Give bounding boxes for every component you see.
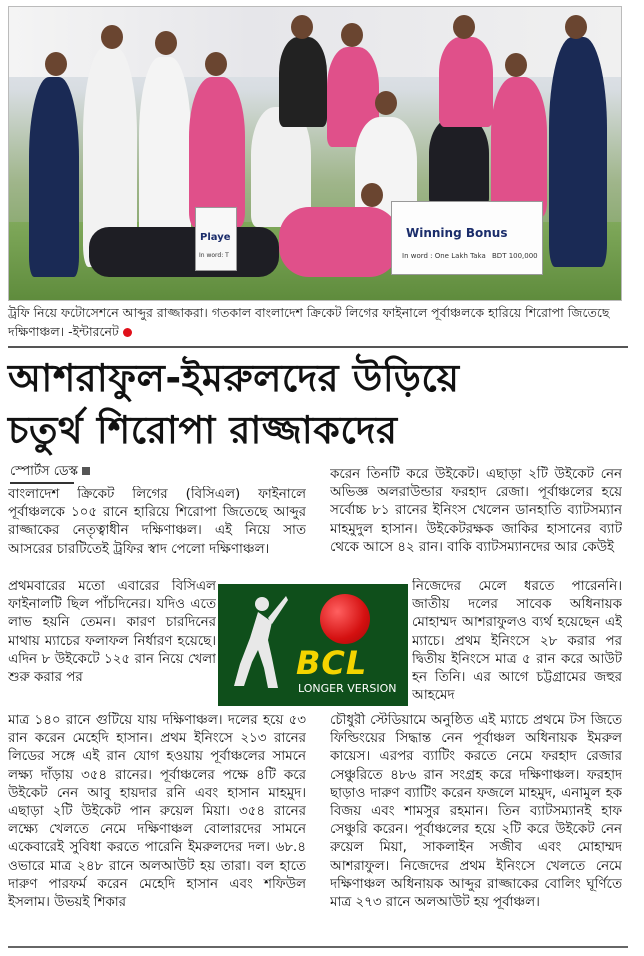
divider — [8, 346, 628, 348]
article-right-mid: নিজেদের মেলে ধরতে পারেননি। জাতীয় দলের সাবেক অধিনায়ক মোহাম্মদ আশরাফুলও ব্যর্থ হয়েছেন এই ম্যাচে। প্রথম ইনিংসে ২৮ করার পর দ্বিতীয় ইনিংসে মাত্র ৫ রান করে আউট হন তিনি। এর আগে চট্টগ্রামের জহুর আহমেদ — [412, 579, 622, 704]
player-head — [565, 15, 587, 39]
bcl-logo-subtitle: LONGER VERSION — [298, 682, 397, 695]
player-head — [361, 183, 383, 207]
headline-line-2: চতুর্থ শিরোপা রাজ্জাকদের — [8, 408, 398, 452]
square-bullet-icon — [82, 467, 90, 475]
player-figure — [279, 207, 399, 277]
bcl-logo-text: BCL — [296, 644, 368, 682]
byline — [10, 462, 90, 483]
player-figure — [429, 117, 489, 207]
player-figure — [89, 227, 279, 277]
player-cheque-title: Playe — [200, 232, 231, 243]
player-cheque-words: In word: T — [199, 252, 229, 259]
article-left-top: বাংলাদেশ ক্রিকেট লিগের (বিসিএল) ফাইনালে পূর্বাঞ্চলকে ১০৫ রানে হারিয়ে শিরোপা জিতেছে আব্দুর রাজ্জাকের নেতৃত্বাধীন দক্ষিণাঞ্চল। এই নিয়ে সাত আসরের চারটিতেই ট্রফির স্বাদ পেলো দক্ষিণাঞ্চল। — [8, 487, 306, 557]
red-dot-icon — [123, 328, 132, 337]
player-cheque-board — [195, 207, 237, 271]
player-figure — [439, 37, 493, 127]
winning-bonus-cheque — [391, 201, 543, 275]
player-head — [45, 52, 67, 76]
player-head — [341, 23, 363, 47]
player-figure — [189, 77, 245, 227]
team-photo — [8, 6, 622, 301]
byline-text: স্পোর্টস ডেস্ক — [10, 464, 78, 479]
headline-line-1: আশরাফুল-ইমরুলদের উড়িয়ে — [8, 356, 460, 400]
article-right-top: করেন তিনটি করে উইকেট। এছাড়া ২টি উইকেট নেন অভিজ্ঞ অলরাউন্ডার ফরহাদ রেজা। পূর্বাঞ্চলের হয়ে সর্বোচ্চ ৮১ রানের ইনিংস খেলেন ডানহাতি ব্যাটসম্যান মাহমুদুল হাসান। উইকেটরক্ষক জাকির হাসানের ব্যাট থেকে আসে ৪২ রান। বাকি ব্যাটসম্যানদের আর কেউই — [330, 467, 622, 555]
player-head — [205, 52, 227, 76]
article-left-bottom: মাত্র ১৪০ রানে গুটিয়ে যায় দক্ষিণাঞ্চল। দলের হয়ে ৫৩ রান করেন মেহেদি হাসান। প্রথম ইনিংসে ২১৩ রানের লিডের সঙ্গে এই রান যোগ হওয়ায় পূর্বাঞ্চলের সামনে লক্ষ্য দাঁড়ায় ৩৫৪ রানের। পূর্বাঞ্চলের পক্ষে ৪টি করে উইকেট নেন আবু হায়দার রনি এবং হাসান মাহমুদ। এছাড়া ২টি উইকেট পান রুয়েল মিয়া। ৩৫৪ রানের লক্ষ্যে খেলতে নেমে দক্ষিণাঞ্চল বোলারদের সামনে একেবারেই সুবিধা করতে পারেনি ইমরুলদের দল। ৬৮.৪ ওভারে মাত্র ২৪৮ রানে অলআউট হয় তারা। বল হাতে দারুণ পারফর্ম করেন মেহেদি হাসান এবং শফিউল ইসলাম। উভয়ই শিকার — [8, 713, 306, 911]
player-figure — [279, 37, 327, 127]
byline-underline — [10, 482, 74, 484]
caption-text: ট্রফি নিয়ে ফটোসেশনে আব্দুর রাজ্জাকরা। গতকাল বাংলাদেশ ক্রিকেট লিগের ফাইনালে পূর্বাঞ্চলকে হারিয়ে শিরোপা জিতেছে দক্ষিণাঞ্চল। -ইন্টারনেট — [8, 305, 610, 339]
player-head — [101, 25, 123, 49]
player-head — [505, 53, 527, 77]
player-head — [291, 15, 313, 39]
batsman-icon — [228, 594, 288, 690]
cheque-title: Winning Bonus — [406, 226, 508, 240]
bcl-logo — [218, 584, 408, 706]
player-figure — [491, 77, 547, 217]
photo-caption — [8, 303, 628, 341]
player-head — [155, 31, 177, 55]
article-left-wrap: প্রথমবারের মতো এবারের বিসিএল ফাইনালটি ছিল পাঁচদিনের। যদিও এতে লাভ হয়নি তেমন। কারণ চারদিনের মাথায় ম্যাচের ফলাফল নির্ধারণ হয়েছে। এদিন ৮ উইকেটে ১২৫ রান নিয়ে খেলা শুরু করার পর — [8, 579, 216, 686]
player-head — [375, 91, 397, 115]
player-head — [453, 15, 475, 39]
cheque-amount: BDT 100,000 — [492, 252, 538, 260]
bottom-divider — [8, 946, 628, 948]
player-figure — [549, 37, 607, 267]
cheque-words: In word : One Lakh Taka — [402, 252, 486, 260]
headline — [8, 352, 628, 456]
cricket-ball-icon — [320, 594, 370, 644]
article-right-bottom: চৌধুরী স্টেডিয়ামে অনুষ্ঠিত এই ম্যাচে প্রথমে টস জিতে ফিল্ডিংয়ের সিদ্ধান্ত নেন পূর্বাঞ্চল অধিনায়ক ইমরুল কায়েস। এরপর ব্যাটিং করতে নেমে ফরহাদ রেজার সেঞ্চুরিতে ৪৮৬ রান সংগ্রহ করে দক্ষিণাঞ্চল। ফরহাদ ছাড়াও দারুণ ব্যাটিং করেন ফজলে মাহমুদ, এনামুল হক বিজয় এবং শামসুর রহমান। তিন ব্যাটসম্যানই হাফ সেঞ্চুরি করেন। পূর্বাঞ্চলের হয়ে ২টি করে উইকেট নেন রুয়েল মিয়া, সাকলাইন সজীব এবং মোহাম্মদ আশরাফুল। নিজেদের প্রথম ইনিংসে খেলতে নেমে দক্ষিণাঞ্চল অধিনায়ক আব্দুর রাজ্জাকের বোলিং ঘূর্ণিতে মাত্র ২৭৩ রানে অলআউট হয় পূর্বাঞ্চল। — [330, 713, 622, 911]
player-figure — [29, 77, 79, 277]
